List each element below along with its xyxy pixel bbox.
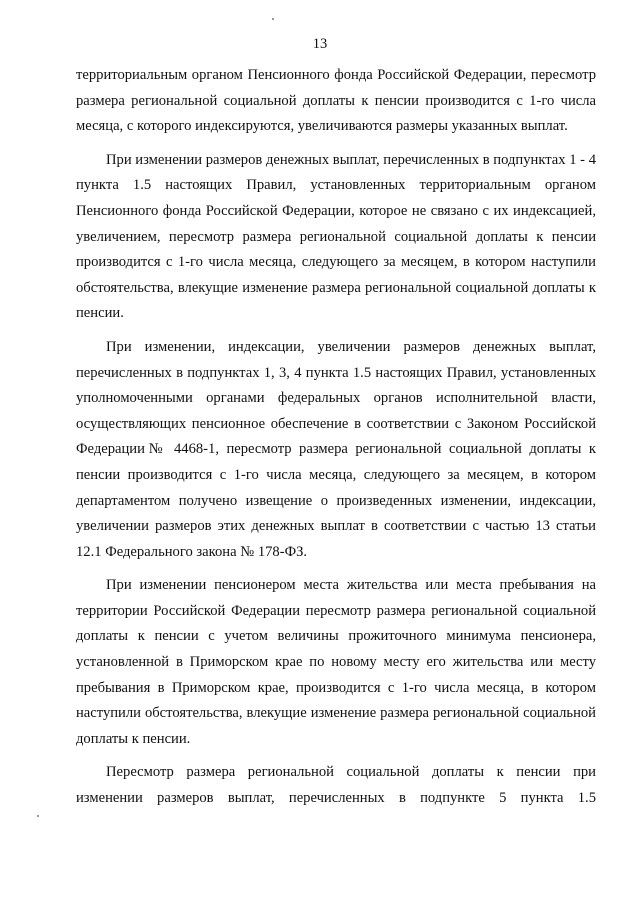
paragraph: При изменении размеров денежных выплат, перечисленных в подпунктах 1 - 4 пункта 1.5 настоящих Правил, установленных территориальным органом Пенсионного фонда Российской Федерации, которое не связано с их индексацией, увеличением, пересмотр размера региональной социальной доплаты к пенсии производится с 1-го числа месяца, следующего за месяцем, в котором наступили обстоятельства, влекущие изменение размера региональной социальной доплаты к пенсии. (76, 151, 596, 322)
paragraph: При изменении, индексации, увеличении размеров денежных выплат, перечисленных в подпунктах 1, 3, 4 пункта 1.5 настоящих Правил, установленных уполномоченными органами федеральных органов исполнительной власти, осуществляющих пенсионное обеспечение в соответствии с Законом Российской Федерации№ 4468-1, пересмотр размера региональной социальной доплаты к пенсии производится с 1-го числа месяца, следующего за месяцем, в котором департаментом получено извещение о произведенных изменении, индексации, увеличении размеров этих денежных выплат в соответствии с частью 13 статьи 12.1 Федерального закона № 178-ФЗ. (76, 338, 596, 560)
document-body (76, 63, 596, 812)
paragraph: территориальным органом Пенсионного фонда Российской Федерации, пересмотр размера региональной социальной доплаты к пенсии производится с 1-го числа месяца, с которого индексируются, увеличиваются размеры указанных выплат. (76, 67, 596, 135)
paragraph: При изменении пенсионером места жительства или места пребывания на территории Российской Федерации пересмотр размера региональной социальной доплаты к пенсии с учетом величины прожиточного минимума пенсионера, установленной в Приморском крае по новому месту его жительства или месту пребывания в Приморском крае, производится с 1-го числа месяца, в котором наступили обстоятельства, влекущие изменение размера региональной социальной доплаты к пенсии. (76, 577, 596, 747)
scan-speck (272, 18, 274, 20)
scan-speck (37, 815, 39, 817)
page-number: 13 (312, 36, 328, 52)
paragraph: Пересмотр размера региональной социальной доплаты к пенсии при изменении размеров выплат, перечисленных в подпункте 5 пункта 1.5 (76, 764, 596, 807)
